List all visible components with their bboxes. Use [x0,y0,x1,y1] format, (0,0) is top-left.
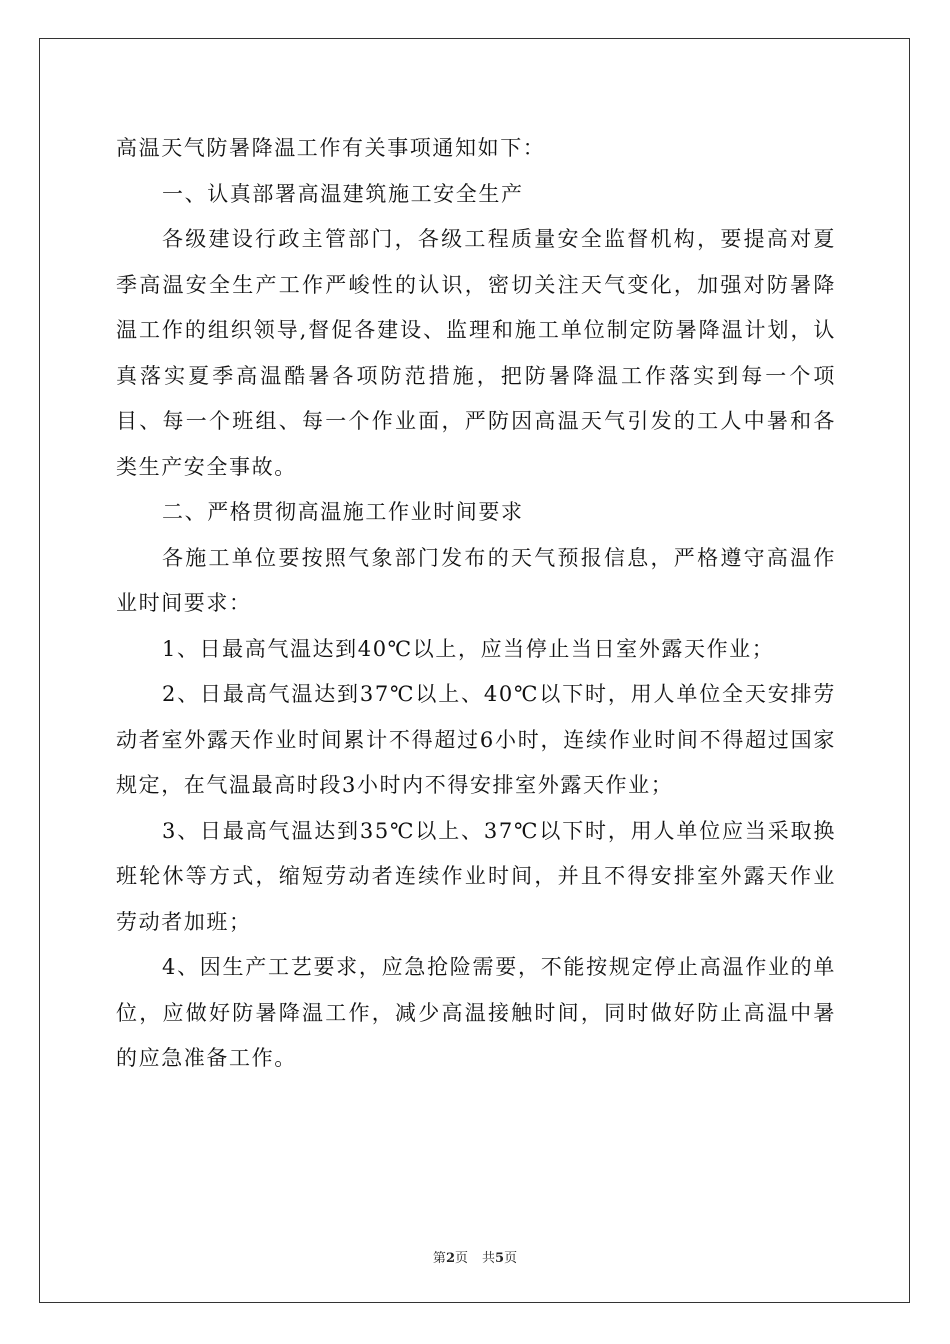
paragraph: 各级建设行政主管部门，各级工程质量安全监督机构，要提高对夏季高温安全生产工作严峻性的认识，密切关注天气变化，加强对防暑降温工作的组织领导,督促各建设、监理和施工单位制定防暑降温计划，认真落实夏季高温酷暑各项防范措施，把防暑降温工作落实到每一个项目、每一个班组、每一个作业面，严防因高温天气引发的工人中暑和各类生产安全事故。 [116,227,836,479]
paragraph: 各施工单位要按照气象部门发布的天气预报信息，严格遵守高温作业时间要求： [116,545,836,615]
section-heading-2: 二、严格贯彻高温施工作业时间要求 [162,500,524,524]
list-item: 2、日最高气温达到37℃以上、40℃以下时，用人单位全天安排劳动者室外露天作业时间累计不得超过6小时，连续作业时间不得超过国家规定，在气温最高时段3小时内不得安排室外露天作业； [116,682,836,797]
list-item: 4、因生产工艺要求，应急抢险需要，不能按规定停止高温作业的单位，应做好防暑降温工作，减少高温接触时间，同时做好防止高温中暑的应急准备工作。 [116,955,836,1070]
paragraph-intro: 高温天气防暑降温工作有关事项通知如下： [116,136,546,160]
page-total-prefix: 共 [482,1251,496,1266]
page-number-current: 2 [445,1251,455,1266]
page-number-suffix: 页 [454,1251,468,1266]
page-total: 5 [495,1251,505,1266]
section-heading-1: 一、认真部署高温建筑施工安全生产 [162,181,524,206]
page-total-suffix: 页 [504,1251,518,1266]
list-item: 3、日最高气温达到35℃以上、37℃以下时，用人单位应当采取换班轮休等方式，缩短劳动者连续作业时间，并且不得安排室外露天作业劳动者加班； [116,818,836,934]
document-body [116,126,836,1082]
page-number-prefix: 第 [432,1251,446,1266]
list-item: 1、日最高气温达到40℃以上，应当停止当日室外露天作业； [162,636,775,661]
page-footer [0,1247,950,1266]
